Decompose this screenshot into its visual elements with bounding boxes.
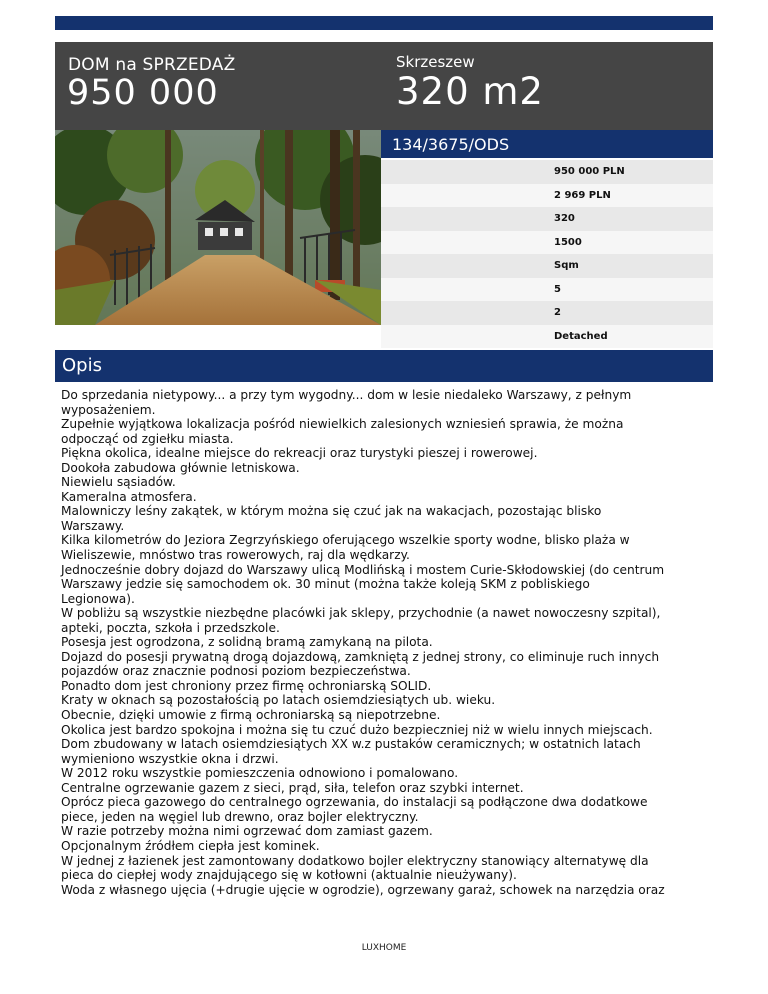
- description-line: piece, jeden na węgiel lub drewno, oraz bojler elektryczny.: [61, 809, 419, 824]
- detail-row: [381, 325, 713, 349]
- listing-header: [55, 42, 713, 130]
- description-line: Kilka kilometrów do Jeziora Zegrzyńskiego oferującego wszelkie sporty wodne, blisko plaża w: [61, 533, 630, 548]
- description-line: Niewielu sąsiadów.: [61, 475, 176, 490]
- description-line: W jednej z łazienek jest zamontowany dodatkowo bojler elektryczny stanowiący alternatywę dla: [61, 853, 649, 868]
- detail-row: [381, 254, 713, 278]
- description-line: Do sprzedania nietypowy... a przy tym wygodny... dom w lesie niedaleko Warszawy, z pełnym: [61, 388, 632, 402]
- description-line: Okolica jest bardzo spokojna i można się tu czuć dużo bezpieczniej niż w wielu innych miejscach.: [61, 722, 653, 737]
- description-text: [61, 388, 709, 897]
- description-line: Opcjonalnym źródłem ciepła jest kominek.: [61, 838, 320, 853]
- detail-value: 1500: [554, 236, 582, 248]
- detail-value: 320: [554, 213, 575, 224]
- description-line: Warszawy.: [61, 518, 125, 533]
- description-line: Dom zbudowany w latach osiemdziesiątych XX w.z pustaków ceramicznych; w ostatnich latach: [61, 737, 641, 752]
- description-line: pieca do ciepłej wody znajdującego się w kotłowni (aktualnie nieużywany).: [61, 868, 517, 883]
- detail-row: [381, 231, 713, 255]
- footer-brand: LUXHOME: [361, 943, 407, 953]
- detail-row: [381, 207, 713, 231]
- description-line: Obecnie, dzięki umowie z firmą ochroniarską są niepotrzebne.: [61, 708, 441, 723]
- detail-row: [381, 160, 713, 184]
- detail-value: 2: [554, 307, 561, 318]
- description-line: Oprócz pieca gazowego do centralnego ogrzewania, do instalacji są podłączone dwa dodatkowe: [61, 795, 648, 810]
- description-title: Opis: [62, 355, 102, 376]
- description-line: Dookoła zabudowa głównie letniskowa.: [61, 460, 300, 475]
- description-line: wymieniono wszystkie okna i drzwi.: [61, 751, 279, 766]
- price-value: 950 000: [67, 73, 219, 113]
- description-line: Posesja jest ogrodzona, z solidną bramą zamykaną na pilota.: [61, 635, 433, 650]
- property-type-label: DOM na SPRZEDAŻ: [68, 55, 236, 75]
- description-line: Wieliszewie, mnóstwo tras rowerowych, raj dla wędkarzy.: [61, 548, 410, 563]
- detail-value: Detached: [554, 330, 608, 342]
- description-line: Ponadto dom jest chroniony przez firmę ochroniarską SOLID.: [61, 678, 432, 693]
- description-line: Warszawy jedzie się samochodem ok. 30 minut (można także koleją SKM z pobliskiego: [61, 577, 590, 592]
- top-accent-bar: [55, 16, 713, 30]
- description-line: Woda z własnego ujęcia (+drugie ujęcie w ogrodzie), ogrzewany garaż, schowek na narzędzia oraz: [61, 882, 665, 897]
- detail-row: [381, 278, 713, 302]
- description-header: [55, 350, 713, 382]
- detail-value: Sqm: [554, 260, 579, 271]
- description-line: W razie potrzeby można nimi ogrzewać dom zamiast gazem.: [61, 824, 433, 839]
- description-line: apteki, poczta, szkoła i przedszkole.: [61, 620, 280, 635]
- description-line: Piękna okolica, idealne miejsce do rekreacji oraz turystyki pieszej i rowerowej.: [61, 446, 538, 461]
- description-line: Jednocześnie dobry dojazd do Warszawy ulicą Modlińską i mostem Curie-Skłodowskiej (do centrum: [61, 562, 665, 577]
- description-line: pojazdów oraz znacznie podnosi poziom bezpieczeństwa.: [61, 664, 411, 679]
- description-line: odpocząć od zgiełku miasta.: [61, 431, 234, 446]
- property-photo: [55, 130, 381, 325]
- detail-value: 2 969 PLN: [554, 189, 611, 201]
- details-table: [381, 160, 713, 348]
- description-line: W pobliżu są wszystkie niezbędne placówki jak sklepy, przychodnie (a nawet nowoczesny szpital),: [61, 606, 661, 621]
- reference-bar: [381, 130, 713, 158]
- description-line: Kameralna atmosfera.: [61, 489, 197, 504]
- reference-number: 134/3675/ODS: [392, 135, 510, 154]
- description-line: Malowniczy leśny zakątek, w którym można się czuć jak na wakacjach, pozostając blisko: [61, 504, 602, 519]
- detail-row: [381, 301, 713, 325]
- detail-value: 5: [554, 283, 561, 295]
- detail-value: 950 000 PLN: [554, 166, 625, 177]
- description-line: Legionowa).: [61, 591, 135, 606]
- description-line: wyposażeniem.: [61, 402, 156, 417]
- description-line: Kraty w oknach są pozostałością po latach osiemdziesiątych ub. wieku.: [61, 693, 496, 708]
- description-line: Centralne ogrzewanie gazem z sieci, prąd, siła, telefon oraz szybki internet.: [61, 780, 524, 795]
- location-label: Skrzeszew: [396, 53, 475, 71]
- description-line: W 2012 roku wszystkie pomieszczenia odnowiono i pomalowano.: [61, 766, 459, 781]
- area-value: 320 m2: [396, 70, 544, 113]
- description-line: Dojazd do posesji prywatną drogą dojazdową, zamkniętą z jednej strony, co eliminuje ruch innych: [61, 649, 660, 664]
- description-line: Zupełnie wyjątkowa lokalizacja pośród niewielkich zalesionych wzniesień sprawia, że można: [61, 417, 624, 432]
- detail-row: [381, 184, 713, 208]
